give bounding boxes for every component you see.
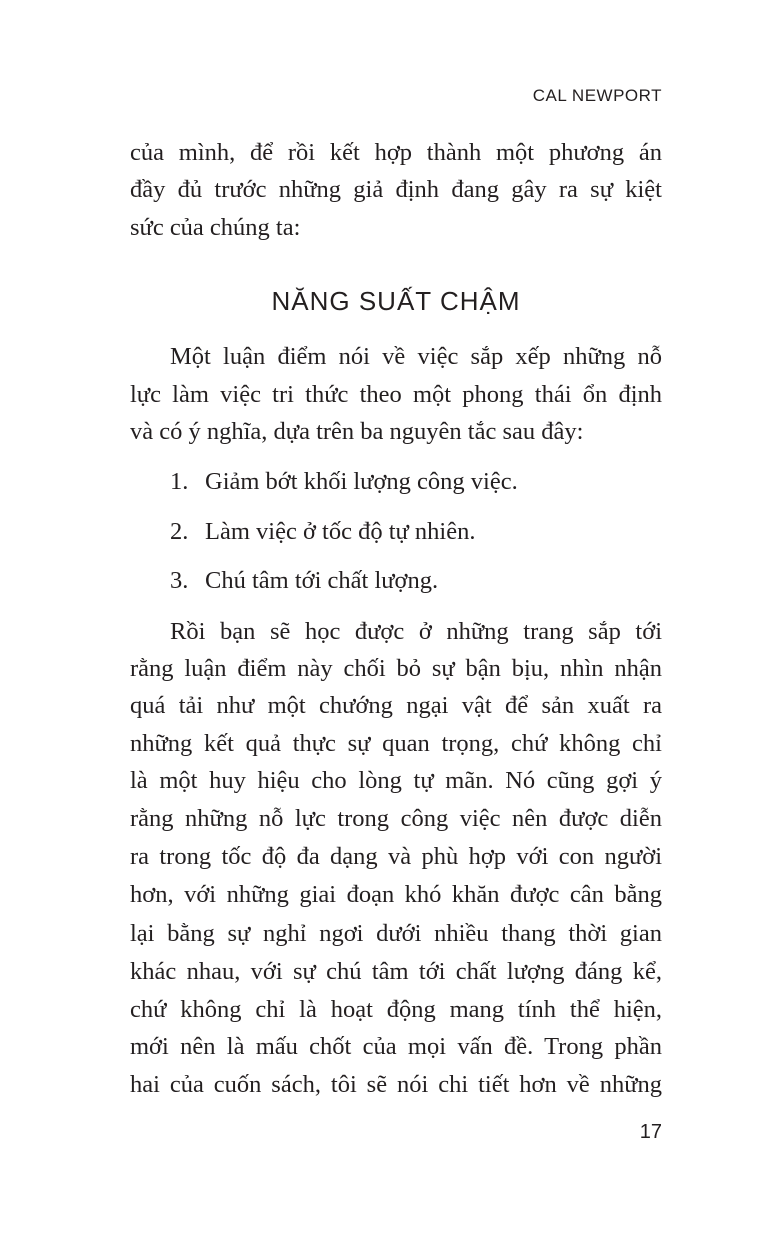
section-heading: NĂNG SUẤT CHẬM: [271, 286, 521, 316]
paragraph-3-line: hai của cuốn sách, tôi sẽ nói chi tiết hơn về những: [130, 1071, 662, 1098]
running-header-author: CAL NEWPORT: [532, 86, 662, 105]
paragraph-3-line: quá tải như một chướng ngại vật để sản xuất ra: [130, 692, 662, 719]
paragraph-3-line: rằng những nỗ lực trong công việc nên được diễn: [130, 805, 662, 832]
paragraph-3-line: những kết quả thực sự quan trọng, chứ không chỉ: [130, 730, 662, 757]
paragraph-1-line: đầy đủ trước những giả định đang gây ra sự kiệt: [130, 176, 662, 203]
list-text: Làm việc ở tốc độ tự nhiên.: [205, 518, 476, 545]
paragraph-3-line: hơn, với những giai đoạn khó khăn được cân bằng: [130, 881, 662, 908]
list-number: 3.: [170, 567, 189, 594]
principle-list-item: [170, 517, 475, 547]
paragraph-3-line: là một huy hiệu cho lòng tự mãn. Nó cũng gợi ý: [130, 767, 662, 794]
paragraph-2-line: và có ý nghĩa, dựa trên ba nguyên tắc sau đây:: [130, 418, 584, 445]
paragraph-2-line: Một luận điểm nói về việc sắp xếp những nỗ: [170, 343, 662, 370]
page-number: 17: [639, 1121, 662, 1143]
paragraph-3-line: ra trong tốc độ đa dạng và phù hợp với con người: [130, 843, 662, 870]
paragraph-3-line: lại bằng sự nghỉ ngơi dưới nhiều thang thời gian: [130, 920, 662, 947]
list-text: Giảm bớt khối lượng công việc.: [205, 468, 518, 495]
paragraph-3-line: chứ không chỉ là hoạt động mang tính thể hiện,: [130, 996, 662, 1023]
list-text: Chú tâm tới chất lượng.: [205, 567, 439, 594]
paragraph-1-line: sức của chúng ta:: [130, 214, 301, 241]
paragraph-3-line: Rồi bạn sẽ học được ở những trang sắp tới: [170, 618, 662, 645]
paragraph-3-line: khác nhau, với sự chú tâm tới chất lượng đáng kể,: [130, 958, 662, 985]
principle-list-item: [170, 467, 518, 497]
paragraph-3-line: mới nên là mấu chốt của mọi vấn đề. Trong phần: [130, 1033, 662, 1060]
paragraph-2-line: lực làm việc tri thức theo một phong thái ổn định: [130, 381, 662, 408]
paragraph-3-line: rằng luận điểm này chối bỏ sự bận bịu, nhìn nhận: [130, 655, 662, 682]
principle-list-item: [170, 566, 438, 596]
paragraph-1-line: của mình, để rồi kết hợp thành một phương án: [130, 139, 662, 166]
list-number: 1.: [170, 468, 189, 495]
list-number: 2.: [170, 518, 189, 545]
